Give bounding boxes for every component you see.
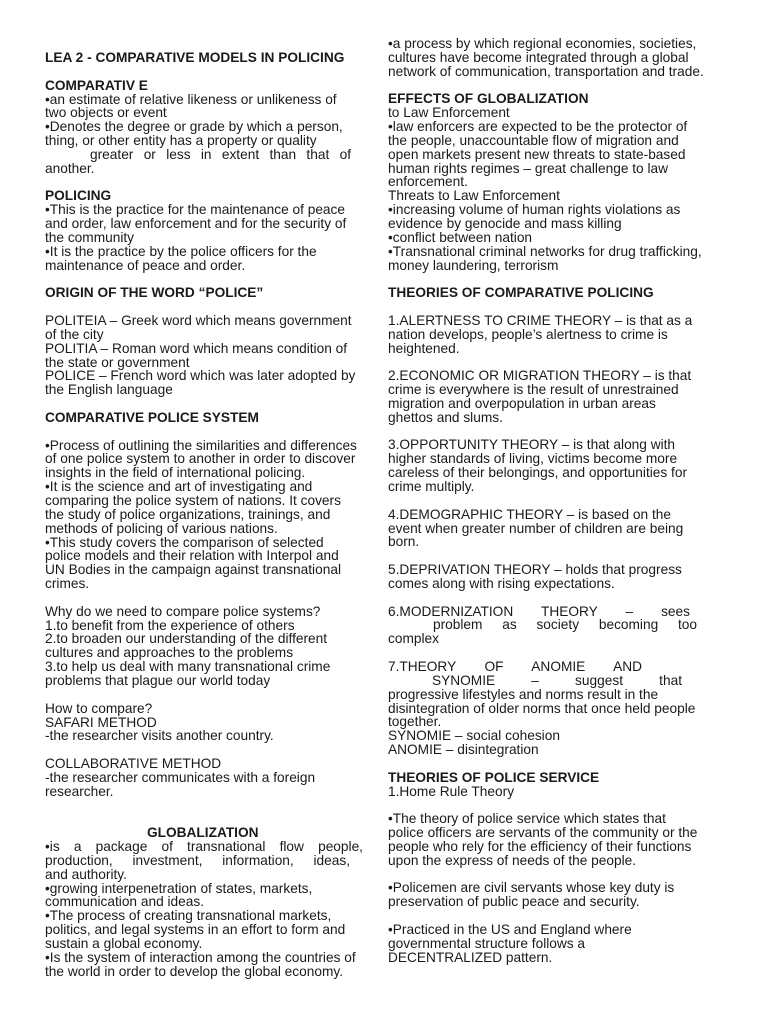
comparative-line: another. bbox=[45, 160, 95, 176]
police-system-line: •Process of outlining the similarities and differences bbox=[45, 437, 357, 453]
police-system-line: insights in the field of international policing. bbox=[45, 465, 306, 481]
globalization-line: politics, and legal systems in an effort to form and bbox=[45, 922, 346, 938]
police-service-line: preservation of public peace and security. bbox=[388, 894, 640, 910]
how-compare-line: How to compare? bbox=[45, 700, 153, 716]
why-compare-line: 3.to help us deal with many transnational crime bbox=[45, 659, 331, 675]
why-compare-line: cultures and approaches to the problems bbox=[45, 645, 294, 661]
theory-line: progressive lifestyles and norms result in the bbox=[388, 686, 659, 702]
policing-line: maintenance of peace and order. bbox=[45, 257, 246, 273]
theory-line: nation develops, people’s alertness to crime is bbox=[388, 326, 668, 342]
section-why-compare bbox=[45, 605, 375, 688]
section-comparative bbox=[45, 79, 375, 176]
police-service-line: •The theory of police service which states that bbox=[388, 811, 666, 827]
right-column bbox=[388, 37, 728, 965]
theory-line: crime is everywhere is the result of unrestrained bbox=[388, 382, 679, 398]
effects-line: evidence by genocide and mass killing bbox=[388, 215, 622, 231]
globalization-line: the world in order to develop the global economy. bbox=[45, 963, 344, 979]
section-heading-effects: EFFECTS OF GLOBALIZATION bbox=[388, 91, 589, 107]
effects-line: the people, unaccountable flow of migration and bbox=[388, 132, 679, 148]
section-police-service bbox=[388, 771, 728, 965]
effects-line: Threats to Law Enforcement bbox=[388, 188, 560, 204]
police-system-line: •This study covers the comparison of selected bbox=[45, 534, 324, 550]
police-service-line: •Policemen are civil servants whose key duty is bbox=[388, 880, 675, 896]
effects-line: enforcement. bbox=[388, 174, 468, 190]
globalization-line: •is a package of transnational flow people, bbox=[45, 840, 363, 854]
theory-line: crime multiply. bbox=[388, 479, 475, 494]
police-system-body bbox=[45, 439, 375, 591]
globalization-line: •The process of creating transnational markets, bbox=[45, 908, 332, 924]
police-service-line: governmental structure follows a bbox=[388, 935, 586, 951]
section-how-compare bbox=[45, 702, 375, 744]
collaborative-line: researcher. bbox=[45, 783, 114, 799]
theory-line: ghettos and slums. bbox=[388, 409, 503, 425]
theory-economic-migration bbox=[388, 369, 728, 424]
section-globalization bbox=[45, 826, 375, 978]
theory-line: 5.DEPRIVATION THEORY – holds that progress bbox=[388, 562, 682, 578]
origin-line: POLICE – French word which was later adopted by bbox=[45, 368, 356, 384]
why-compare-line: problems that plague our world today bbox=[45, 672, 271, 688]
origin-line: the English language bbox=[45, 382, 173, 398]
document-title: LEA 2 - COMPARATIVE MODELS IN POLICING bbox=[45, 50, 345, 65]
theory-line: 1.ALERTNESS TO CRIME THEORY – is that as a bbox=[388, 312, 693, 328]
comparative-line: •an estimate of relative likeness or unlikeness of bbox=[45, 91, 337, 107]
police-system-line: •It is the science and art of investigating and bbox=[45, 479, 313, 495]
policing-line: and order, law enforcement and for the security of bbox=[45, 216, 347, 232]
origin-line: of the city bbox=[45, 326, 104, 342]
section-heading-comparative: COMPARATIV E bbox=[45, 77, 148, 93]
police-service-line: police officers are servants of the community or the bbox=[388, 825, 698, 841]
theory-modernization bbox=[388, 605, 728, 647]
police-service-paragraph bbox=[388, 881, 728, 909]
theory-line: 6.MODERNIZATION THEORY – sees bbox=[388, 604, 690, 619]
policing-line: the community bbox=[45, 229, 135, 245]
theory-line: SYNOMIE – social cohesion bbox=[388, 728, 560, 744]
section-police-system bbox=[45, 411, 375, 591]
left-column bbox=[45, 51, 375, 979]
origin-line: the state or government bbox=[45, 354, 190, 370]
origin-definitions bbox=[45, 314, 375, 397]
globalization-line: communication and ideas. bbox=[45, 894, 205, 910]
section-heading-policing: POLICING bbox=[45, 188, 112, 204]
section-policing bbox=[45, 189, 375, 272]
theory-line: ANOMIE – disintegration bbox=[388, 742, 539, 758]
police-service-line: DECENTRALIZED pattern. bbox=[388, 949, 553, 965]
globalization-line: •a process by which regional economies, societies, bbox=[388, 36, 697, 51]
theory-line: together. bbox=[388, 714, 442, 730]
theory-deprivation bbox=[388, 563, 728, 591]
policing-line: •It is the practice by the police officers for the bbox=[45, 243, 317, 259]
theory-line: disintegration of older norms that once held people bbox=[388, 700, 696, 716]
collaborative-line: -the researcher communicates with a foreign bbox=[45, 769, 316, 785]
effects-line: to Law Enforcement bbox=[388, 105, 510, 121]
globalization-line: cultures have become integrated through a global bbox=[388, 49, 689, 65]
section-heading-comparative-theories: THEORIES OF COMPARATIVE POLICING bbox=[388, 285, 654, 301]
theory-line: SYNOMIE – suggest that bbox=[432, 673, 682, 688]
effects-line: •Transnational criminal networks for drug trafficking, bbox=[388, 243, 702, 259]
theory-anomie-synomie bbox=[388, 660, 728, 757]
why-compare-line: 2.to broaden our understanding of the different bbox=[45, 631, 328, 647]
globalization-line: •growing interpenetration of states, markets, bbox=[45, 880, 313, 896]
theory-line: higher standards of living, victims become more bbox=[388, 451, 678, 467]
theory-line: 7.THEORY OF ANOMIE AND bbox=[388, 659, 642, 674]
how-compare-line: SAFARI METHOD bbox=[45, 714, 157, 730]
theory-line: migration and overpopulation in urban areas bbox=[388, 395, 656, 411]
theory-demographic bbox=[388, 508, 728, 550]
effects-line: open markets present new threats to state-based bbox=[388, 146, 686, 162]
globalization-line: production, investment, information, ideas, bbox=[45, 853, 350, 868]
effects-line: •conflict between nation bbox=[388, 229, 533, 245]
home-rule-subheading: 1.Home Rule Theory bbox=[388, 783, 515, 799]
effects-line: •increasing volume of human rights violations as bbox=[388, 202, 681, 218]
theory-line: event when greater number of children are being bbox=[388, 520, 684, 536]
police-service-line: upon the express of needs of the people. bbox=[388, 852, 637, 868]
theory-line: complex bbox=[388, 631, 439, 647]
comparative-line: greater or less in extent than that of bbox=[90, 147, 351, 162]
how-compare-line: -the researcher visits another country. bbox=[45, 728, 274, 744]
theory-line: 2.ECONOMIC OR MIGRATION THEORY – is that bbox=[388, 368, 692, 384]
section-globalization-continued bbox=[388, 37, 728, 79]
collaborative-line: COLLABORATIVE METHOD bbox=[45, 756, 222, 772]
theory-line: comes along with rising expectations. bbox=[388, 575, 615, 591]
origin-line: POLITIA – Roman word which means condition of bbox=[45, 340, 348, 356]
why-compare-line: 1.to benefit from the experience of others bbox=[45, 617, 295, 633]
police-service-line: people who rely for the efficiency of their functions bbox=[388, 838, 692, 854]
effects-line: money laundering, terrorism bbox=[388, 257, 559, 273]
globalization-line: sustain a global economy. bbox=[45, 936, 203, 951]
police-system-line: crimes. bbox=[45, 576, 90, 592]
police-system-line: the study of police organizations, trainings, and bbox=[45, 506, 331, 522]
police-service-paragraph bbox=[388, 812, 728, 867]
globalization-line: and authority. bbox=[45, 866, 127, 882]
section-origin bbox=[45, 286, 375, 397]
police-service-paragraph bbox=[388, 923, 728, 965]
theory-opportunity bbox=[388, 438, 728, 493]
globalization-line: •Is the system of interaction among the countries of bbox=[45, 949, 356, 965]
comparative-line: thing, or other entity has a property or quality bbox=[45, 133, 317, 149]
theory-line: careless of their belongings, and opportunities for bbox=[388, 465, 688, 481]
section-heading-origin: ORIGIN OF THE WORD “POLICE” bbox=[45, 285, 264, 301]
policing-line: •This is the practice for the maintenance of peace bbox=[45, 202, 345, 218]
police-system-line: police models and their relation with Interpol and bbox=[45, 548, 339, 564]
comparative-line: •Denotes the degree or grade by which a person, bbox=[45, 119, 343, 135]
police-system-line: comparing the police system of nations. It covers bbox=[45, 493, 341, 508]
section-heading-police-system: COMPARATIVE POLICE SYSTEM bbox=[45, 409, 259, 425]
police-system-line: methods of policing of various nations. bbox=[45, 520, 278, 536]
theory-line: 4.DEMOGRAPHIC THEORY – is based on the bbox=[388, 506, 671, 522]
police-system-line: UN Bodies in the campaign against transnational bbox=[45, 562, 341, 578]
theory-line: born. bbox=[388, 534, 420, 550]
section-comparative-theories bbox=[388, 286, 728, 757]
theory-line: problem as society becoming too bbox=[433, 618, 697, 633]
theory-alertness bbox=[388, 314, 728, 356]
section-effects bbox=[388, 92, 728, 272]
why-compare-line: Why do we need to compare police systems? bbox=[45, 603, 321, 619]
theory-line: heightened. bbox=[388, 340, 460, 356]
police-service-line: •Practiced in the US and England where bbox=[388, 922, 632, 937]
effects-line: •law enforcers are expected to be the protector of bbox=[388, 119, 688, 135]
police-system-line: of one police system to another in order to discover bbox=[45, 451, 356, 467]
origin-line: POLITEIA – Greek word which means government bbox=[45, 313, 352, 329]
section-heading-globalization: GLOBALIZATION bbox=[147, 825, 259, 841]
effects-line: human rights regimes – great challenge to law bbox=[388, 160, 668, 176]
section-collaborative bbox=[45, 757, 375, 799]
comparative-line: two objects or event bbox=[45, 105, 167, 121]
section-heading-police-service: THEORIES OF POLICE SERVICE bbox=[388, 769, 600, 785]
theory-line: 3.OPPORTUNITY THEORY – is that along with bbox=[388, 437, 676, 453]
globalization-line: network of communication, transportation and trade. bbox=[388, 63, 704, 79]
